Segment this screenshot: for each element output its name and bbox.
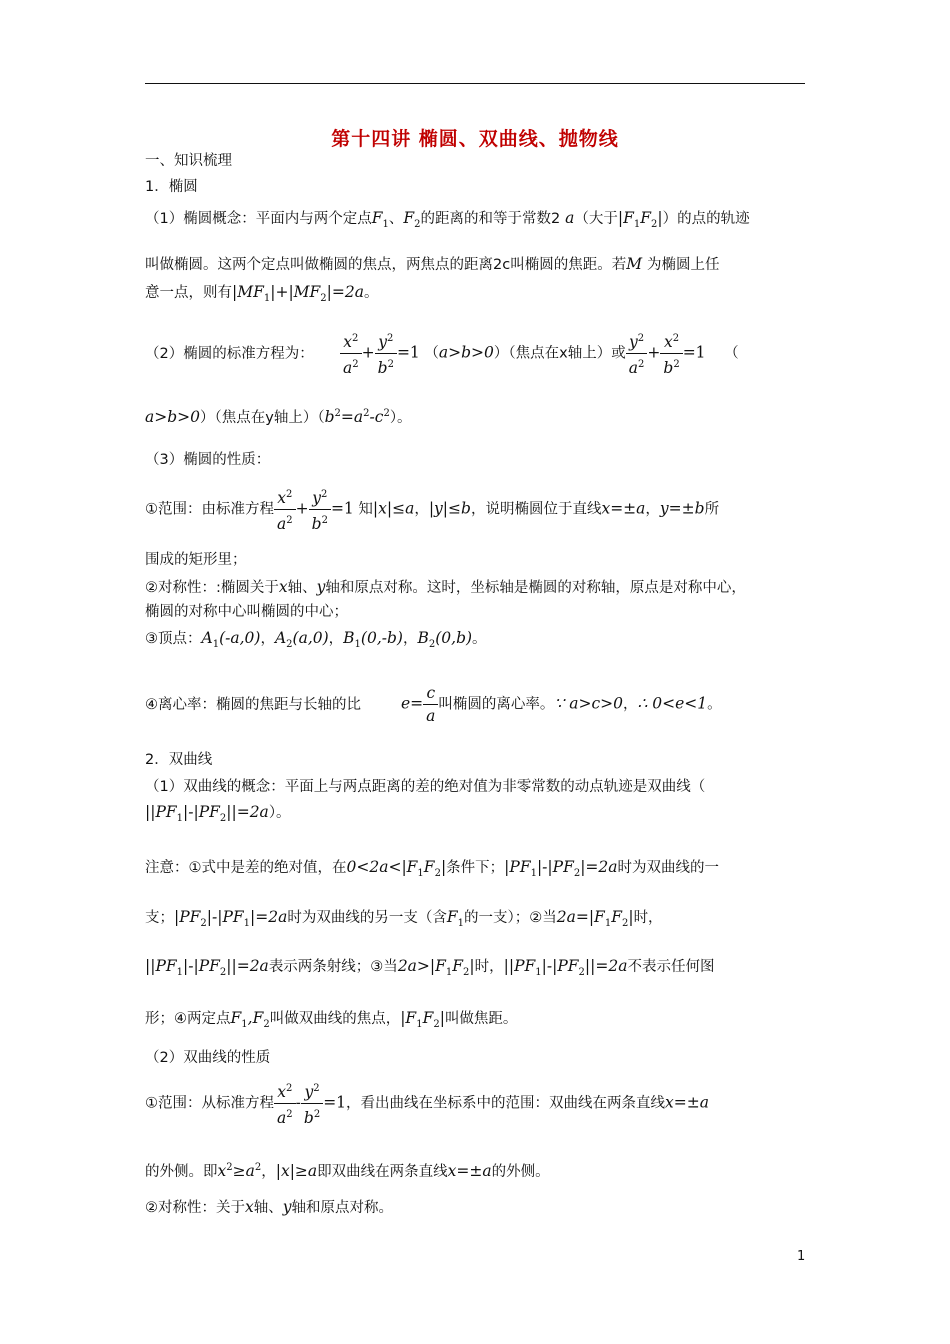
ellipse-def-line3: 意一点，则有$|MF_1|+|MF_2|=2a$。: [145, 283, 379, 305]
header-rule: [145, 83, 805, 84]
page-title: 第十四讲 椭圆、双曲线、抛物线: [331, 128, 619, 150]
ellipse-def-line2: 叫做椭圆。这两个定点叫做椭圆的焦点，两焦点的距离2c叫椭圆的焦距。若M 为椭圆上任: [145, 255, 720, 273]
ellipse-eccentricity: ④离心率：椭圆的焦距与长轴的比 e= $\frac{c}{a}$ 叫椭圆的离心率。∵ a>c>0，∴ 0<e<1。: [145, 684, 722, 725]
ellipse-eq-line2: a>b>0）（焦点在y轴上）$(b^2=a^2-c^2)$。: [145, 408, 412, 427]
ellipse-eq-line1: （2）椭圆的标准方程为： $\frac{x^2}{a^2}$ + $\frac{y^2}{b^2}$ =1 （a>b>0）（焦点在x轴上）或 $\frac{y^2}{a^2}$ + $\frac{x^2}{b^2}$ =1 （: [145, 328, 739, 379]
ellipse-symmetry-cont: 椭圆的对称中心叫椭圆的中心；: [145, 604, 348, 620]
ellipse-vertices: ③顶点：$A_1(-a,0)$，$A_2(a,0)$，$B_1(0,-b)$，$B_2(0,b)$。: [145, 629, 487, 651]
ellipse-range-cont: 围成的矩形里；: [145, 552, 247, 568]
hyperbola-def-line1: （1）双曲线的概念：平面上与两点距离的差的绝对值为非零常数的动点轨迹是双曲线（: [145, 779, 706, 795]
note-line2: 支；$|PF_2|-|PF_1|=2a$时为双曲线的另一支（含$F_1$的一支）；②当$2a=|F_1F_2|$时，: [145, 908, 663, 930]
ellipse-symmetry: ②对称性：:椭圆关于x轴、y轴和原点对称。这时，坐标轴是椭圆的对称轴，原点是对称中心，: [145, 578, 746, 596]
note-line3: $||PF_1|-|PF_2||=2a$表示两条射线；③当$2a>|F_1F_2|$时，$||PF_1|-|PF_2||=2a$不表示任何图: [145, 957, 715, 979]
hyperbola-range-cont: 的外侧。即$x^2\ge a^2$，|x|≥a即双曲线在两条直线x=±a的外侧。: [145, 1162, 550, 1181]
subsection-hyperbola: 2．双曲线: [145, 752, 213, 768]
hyperbola-symmetry: ②对称性：关于x轴、y轴和原点对称。: [145, 1198, 394, 1216]
ellipse-props-heading: （3）椭圆的性质：: [145, 452, 271, 468]
note-line1: 注意：①式中是差的绝对值，在$0<2a<|F_1F_2|$条件下；$|PF_1|-|PF_2|=2a$时为双曲线的一: [145, 858, 720, 880]
hyperbola-props-heading: （2）双曲线的性质: [145, 1050, 271, 1066]
section-heading: 一、知识梳理: [145, 153, 232, 169]
ellipse-def-line1: （1）椭圆概念：平面内与两个定点$F_1$、$F_2$的距离的和等于常数2 a（大于$|F_1F_2|$）的点的轨迹: [145, 209, 750, 231]
page-number: 1: [797, 1249, 806, 1264]
hyperbola-range: ①范围：从标准方程 $\frac{x^2}{a^2}$ - $\frac{y^2}{b^2}$ =1，看出曲线在坐标系中的范围：双曲线在两条直线x=±a: [145, 1078, 709, 1129]
note-line4: 形；④两定点$F_1,F_2$叫做双曲线的焦点，$|F_1F_2|$叫做焦距。: [145, 1009, 518, 1031]
hyperbola-def-line2: $||PF_1|-|PF_2||=2a$）。: [145, 803, 291, 825]
ellipse-range: ①范围：由标准方程 $\frac{x^2}{a^2}$ + $\frac{y^2}{b^2}$ =1 知|x|≤a，|y|≤b，说明椭圆位于直线x=±a，y=±b所: [145, 484, 719, 535]
subsection-ellipse: 1．椭圆: [145, 179, 198, 195]
